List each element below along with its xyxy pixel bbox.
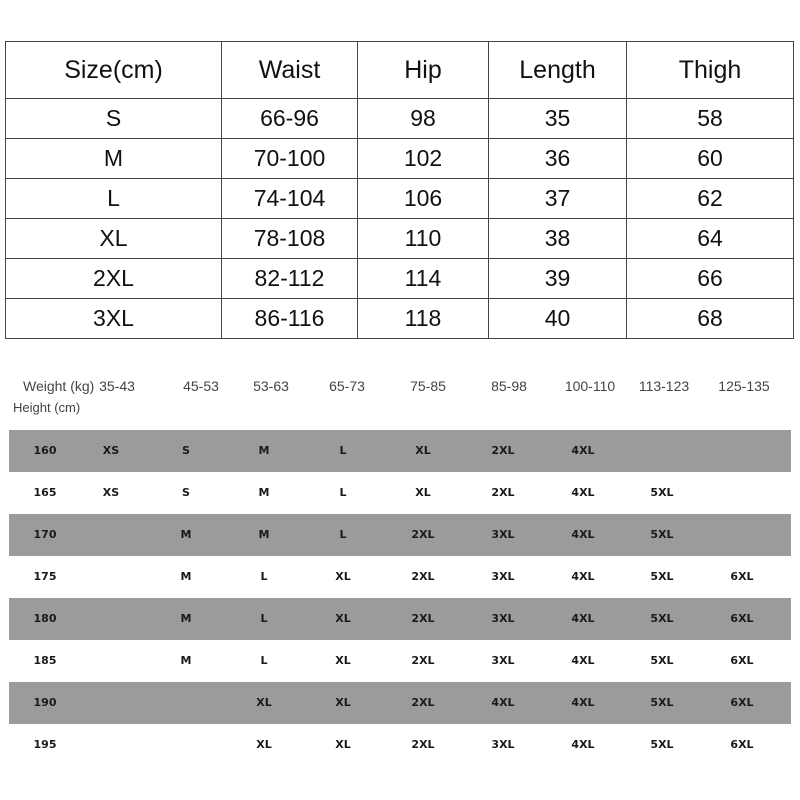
recommended-size-cell: L — [339, 528, 347, 541]
size-table-header-row — [6, 42, 794, 99]
size-table-cell: 106 — [358, 179, 489, 219]
recommendation-row — [9, 598, 791, 640]
height-value: 195 — [33, 738, 57, 751]
height-value: 175 — [33, 570, 57, 583]
recommended-size-cell: 2XL — [411, 738, 435, 751]
size-table-cell: 102 — [358, 139, 489, 179]
recommended-size-cell: 4XL — [571, 528, 595, 541]
size-chart-table — [5, 41, 794, 339]
recommended-size-cell: XS — [102, 444, 120, 457]
size-table-header-cell: Length — [489, 42, 627, 99]
recommendation-row — [9, 640, 791, 682]
weight-range-header: 35-43 — [99, 378, 135, 394]
size-table-cell: 36 — [489, 139, 627, 179]
size-recommendation-grid — [9, 430, 791, 766]
size-table-cell: 82-112 — [222, 259, 358, 299]
recommended-size-cell: XL — [335, 570, 351, 583]
recommended-size-cell: 6XL — [730, 612, 754, 625]
recommended-size-cell: M — [180, 528, 192, 541]
size-table-cell: 86-116 — [222, 299, 358, 339]
recommended-size-cell: 4XL — [571, 486, 595, 499]
weight-range-header: 75-85 — [410, 378, 446, 394]
size-table-cell: 68 — [627, 299, 794, 339]
recommended-size-cell: M — [180, 654, 192, 667]
recommended-size-cell: XL — [415, 486, 431, 499]
recommended-size-cell: 2XL — [491, 444, 515, 457]
recommended-size-cell: 5XL — [650, 654, 674, 667]
height-value: 190 — [33, 696, 57, 709]
recommended-size-cell: M — [258, 486, 270, 499]
recommended-size-cell: XL — [415, 444, 431, 457]
recommended-size-cell: 2XL — [411, 696, 435, 709]
height-label: Height (cm) — [13, 400, 81, 415]
size-table-cell: XL — [6, 219, 222, 259]
size-table-cell: 2XL — [6, 259, 222, 299]
recommended-size-cell: 5XL — [650, 570, 674, 583]
recommended-size-cell: 2XL — [411, 654, 435, 667]
size-table-header-cell: Hip — [358, 42, 489, 99]
recommendation-row — [9, 682, 791, 724]
recommended-size-cell: 2XL — [411, 612, 435, 625]
size-table-header-cell: Size(cm) — [6, 42, 222, 99]
size-table-cell: 37 — [489, 179, 627, 219]
recommendation-row — [9, 556, 791, 598]
height-value: 185 — [33, 654, 57, 667]
weight-range-header: 100-110 — [564, 378, 616, 394]
height-value: 160 — [33, 444, 57, 457]
recommended-size-cell: L — [260, 612, 268, 625]
recommended-size-cell: XL — [335, 738, 351, 751]
recommended-size-cell: 2XL — [491, 486, 515, 499]
recommended-size-cell: S — [182, 486, 190, 499]
size-table-cell: 110 — [358, 219, 489, 259]
height-value: 165 — [33, 486, 57, 499]
size-table-cell: 74-104 — [222, 179, 358, 219]
height-value: 180 — [33, 612, 57, 625]
recommended-size-cell: 3XL — [491, 738, 515, 751]
recommended-size-cell: XL — [335, 696, 351, 709]
recommended-size-cell: 4XL — [571, 696, 595, 709]
size-table-cell: S — [6, 99, 222, 139]
recommended-size-cell: 6XL — [730, 570, 754, 583]
height-value: 170 — [33, 528, 57, 541]
recommended-size-cell: M — [258, 528, 270, 541]
recommendation-row — [9, 472, 791, 514]
size-table-cell: 78-108 — [222, 219, 358, 259]
recommended-size-cell: 5XL — [650, 612, 674, 625]
weight-range-header: 45-53 — [183, 378, 219, 394]
size-table-row — [6, 99, 794, 139]
recommended-size-cell: XL — [256, 738, 272, 751]
recommended-size-cell: 4XL — [571, 444, 595, 457]
recommended-size-cell: 4XL — [571, 612, 595, 625]
recommended-size-cell: 5XL — [650, 738, 674, 751]
weight-range-header: 65-73 — [329, 378, 365, 394]
size-table-cell: 64 — [627, 219, 794, 259]
size-table-cell: 38 — [489, 219, 627, 259]
size-table-cell: 70-100 — [222, 139, 358, 179]
recommendation-row — [9, 430, 791, 472]
size-table-header-cell: Thigh — [627, 42, 794, 99]
recommended-size-cell: 3XL — [491, 570, 515, 583]
size-table-cell: 114 — [358, 259, 489, 299]
recommended-size-cell: M — [180, 612, 192, 625]
recommended-size-cell: L — [339, 444, 347, 457]
weight-range-header: 125-135 — [718, 378, 770, 394]
recommendation-row — [9, 724, 791, 766]
size-table-row — [6, 139, 794, 179]
recommended-size-cell: XS — [102, 486, 120, 499]
recommended-size-cell: XL — [335, 654, 351, 667]
size-table-cell: 58 — [627, 99, 794, 139]
recommended-size-cell: 6XL — [730, 696, 754, 709]
recommended-size-cell: XL — [335, 612, 351, 625]
weight-range-header: 85-98 — [491, 378, 527, 394]
recommended-size-cell: M — [258, 444, 270, 457]
size-table-cell: 98 — [358, 99, 489, 139]
recommended-size-cell: L — [339, 486, 347, 499]
recommended-size-cell: 3XL — [491, 528, 515, 541]
recommended-size-cell: 5XL — [650, 696, 674, 709]
size-table-cell: L — [6, 179, 222, 219]
size-table-cell: 39 — [489, 259, 627, 299]
size-table-cell: 66 — [627, 259, 794, 299]
recommended-size-cell: M — [180, 570, 192, 583]
recommended-size-cell: L — [260, 570, 268, 583]
size-table-row — [6, 179, 794, 219]
recommended-size-cell: 5XL — [650, 486, 674, 499]
size-table-cell: 3XL — [6, 299, 222, 339]
recommended-size-cell: 3XL — [491, 654, 515, 667]
recommended-size-cell: S — [182, 444, 190, 457]
size-table-cell: 66-96 — [222, 99, 358, 139]
recommended-size-cell: 2XL — [411, 570, 435, 583]
recommended-size-cell: 4XL — [491, 696, 515, 709]
weight-range-header: 53-63 — [253, 378, 289, 394]
size-table-row — [6, 259, 794, 299]
size-table-cell: 35 — [489, 99, 627, 139]
weight-range-header: 113-123 — [638, 378, 690, 394]
recommended-size-cell: 4XL — [571, 570, 595, 583]
size-table-cell: M — [6, 139, 222, 179]
size-table-row — [6, 219, 794, 259]
size-table-cell: 40 — [489, 299, 627, 339]
recommended-size-cell: 5XL — [650, 528, 674, 541]
recommendation-row — [9, 514, 791, 556]
recommended-size-cell: L — [260, 654, 268, 667]
recommended-size-cell: 6XL — [730, 654, 754, 667]
size-table-row — [6, 299, 794, 339]
size-table-cell: 60 — [627, 139, 794, 179]
size-table-cell: 118 — [358, 299, 489, 339]
recommended-size-cell: XL — [256, 696, 272, 709]
size-table-cell: 62 — [627, 179, 794, 219]
recommended-size-cell: 6XL — [730, 738, 754, 751]
size-table-header-cell: Waist — [222, 42, 358, 99]
recommended-size-cell: 3XL — [491, 612, 515, 625]
recommended-size-cell: 4XL — [571, 738, 595, 751]
recommended-size-cell: 2XL — [411, 528, 435, 541]
weight-label: Weight (kg) — [23, 378, 95, 394]
recommended-size-cell: 4XL — [571, 654, 595, 667]
